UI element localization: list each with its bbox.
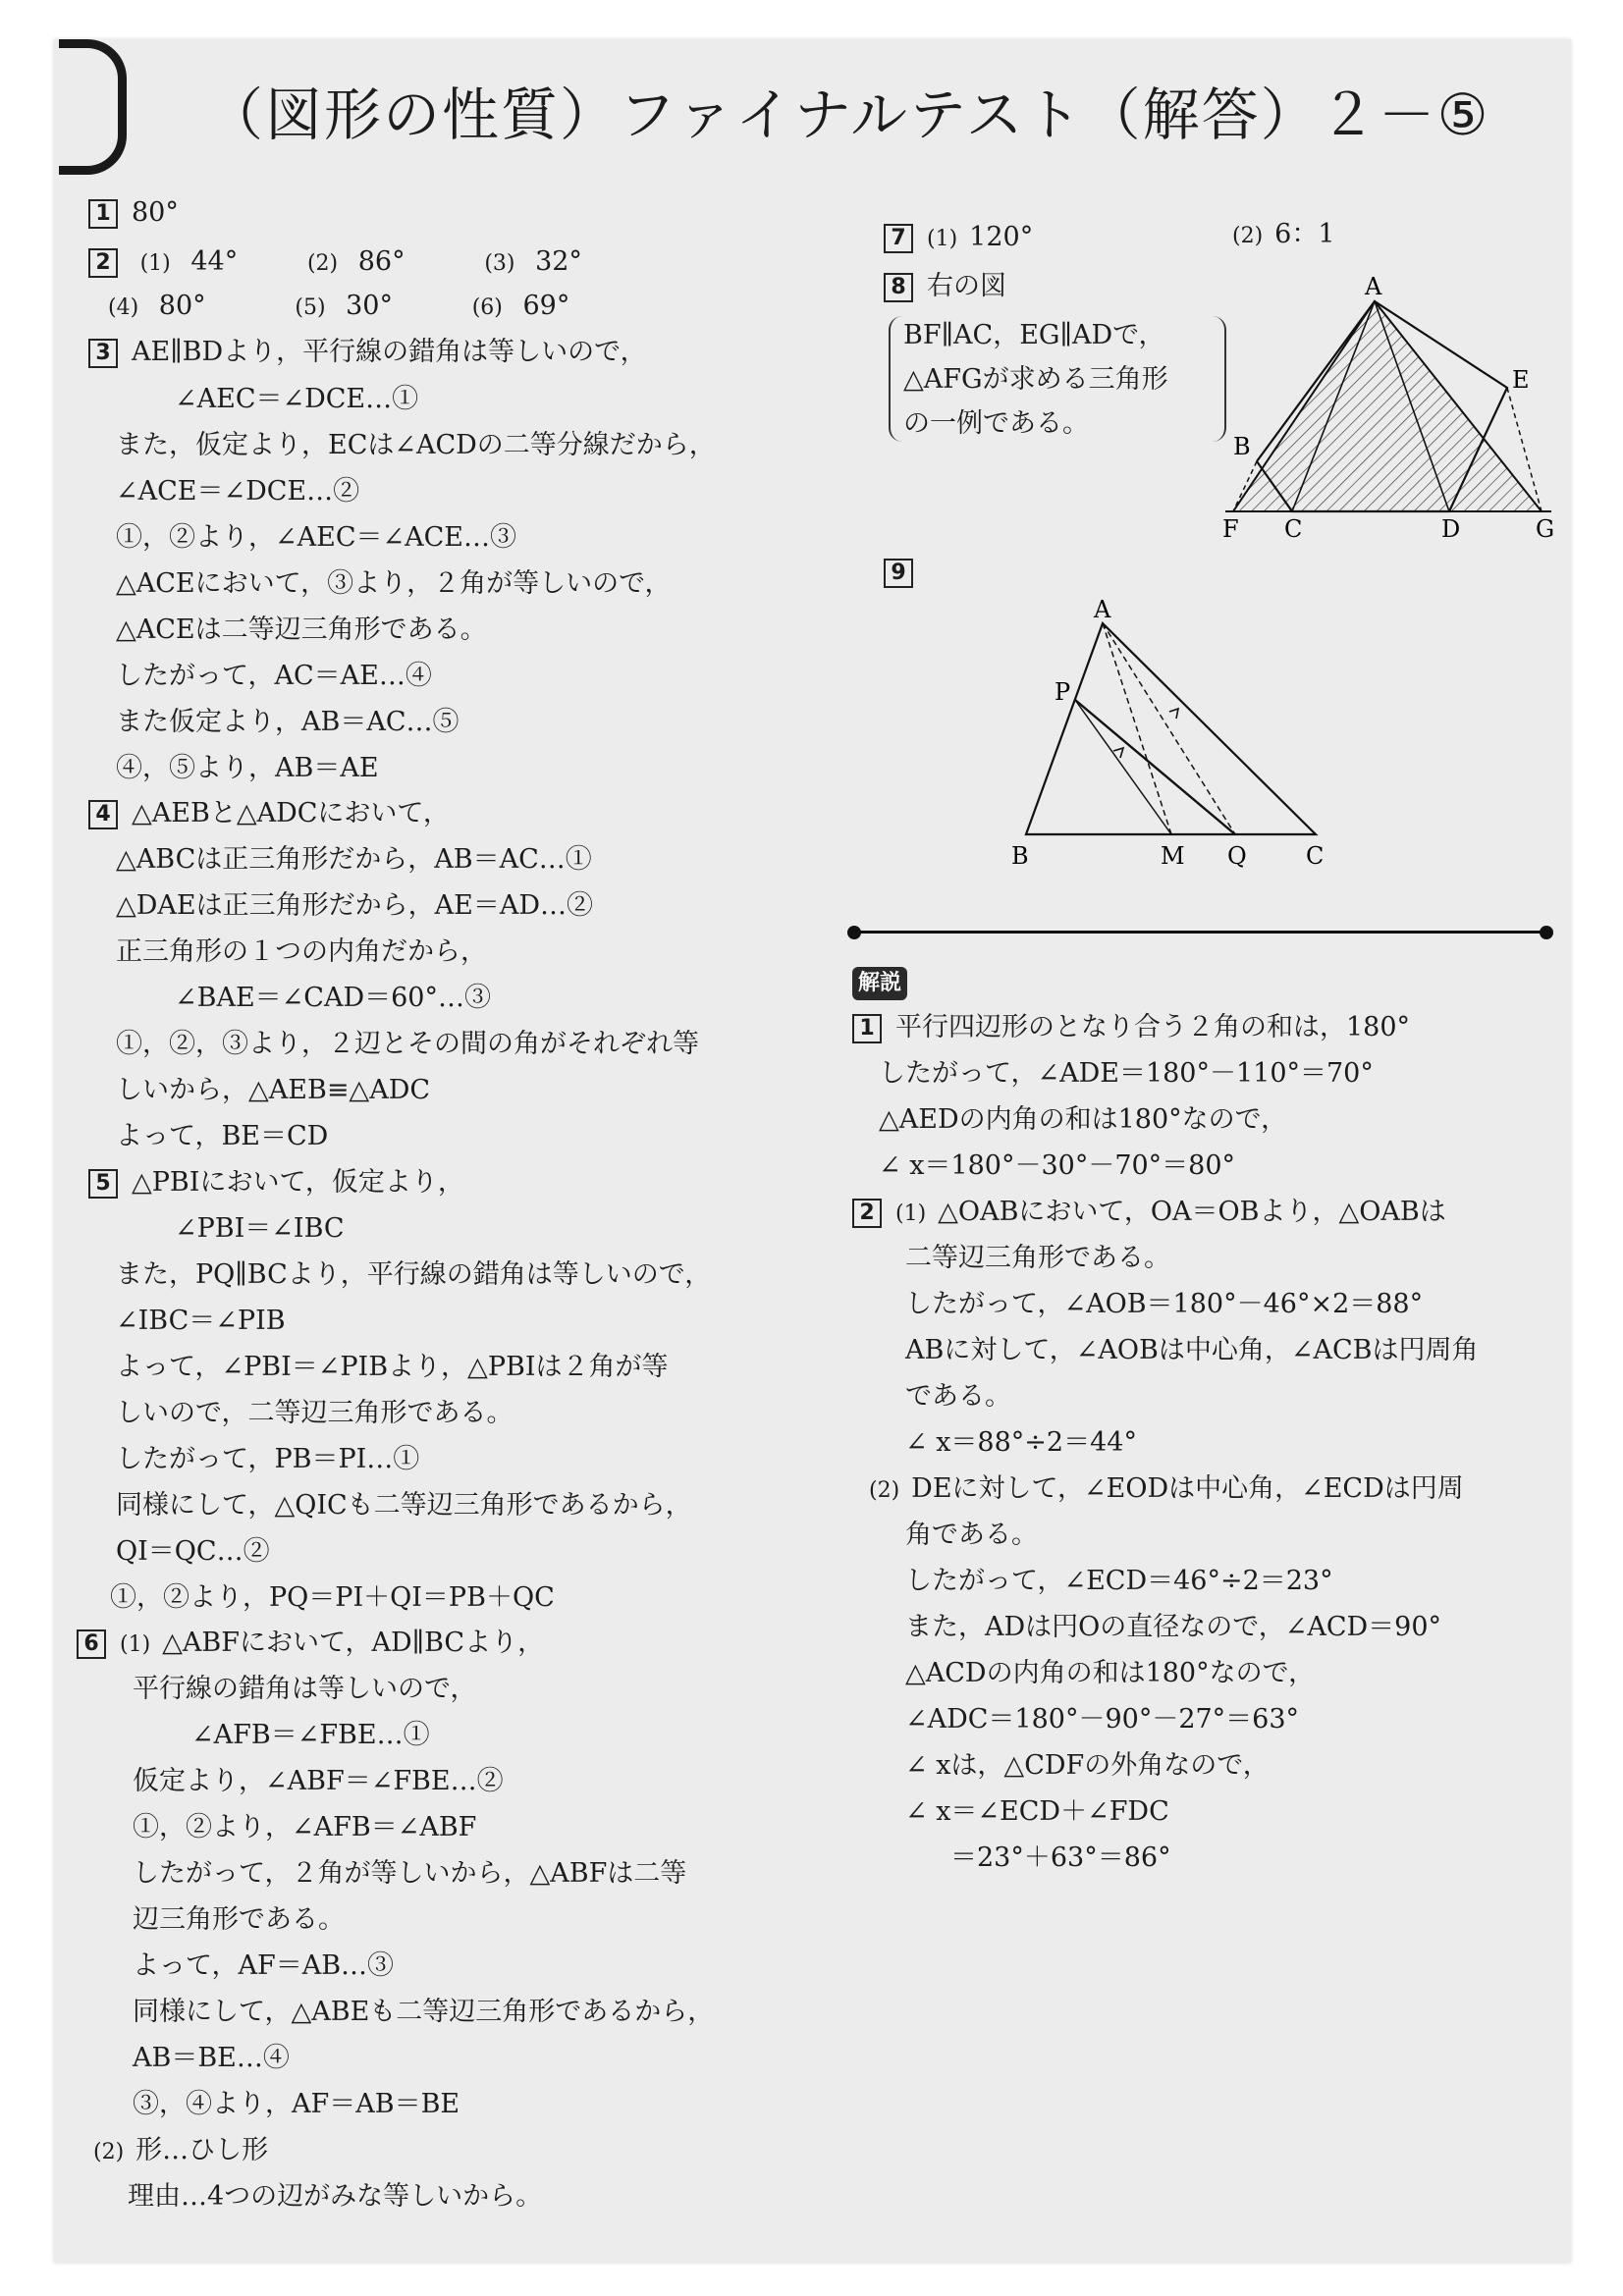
q8-label: D	[1441, 515, 1461, 543]
q2-sub-label: (6)	[471, 295, 503, 320]
q3-line: ∠AEC＝∠DCE…①	[175, 384, 419, 414]
q6-line: 平行線の錯角は等しいので，	[133, 1674, 477, 1704]
q6-line: 形…ひし形	[135, 2135, 269, 2165]
k1-line: したがって，∠ADE＝180°－110°＝70°	[879, 1058, 1374, 1089]
q9-row	[884, 556, 927, 589]
q8-head: 右の図	[927, 271, 1006, 301]
q1-number: 1	[88, 199, 118, 229]
q9-label: B	[1011, 842, 1029, 870]
q9-line-aq-dashed	[1103, 623, 1235, 834]
q2-answer: 32°	[535, 246, 582, 277]
q6-row	[77, 1627, 544, 1662]
q6-line: AB＝BE…④	[133, 2043, 290, 2073]
q4-line: よって，BE＝CD	[116, 1121, 329, 1151]
q2-answer: 30°	[346, 291, 393, 321]
k2-sub-label: (2)	[869, 1478, 900, 1503]
k1-row	[852, 1011, 1410, 1044]
q6-line: ①，②より，∠AFB＝∠ABF	[133, 1812, 477, 1842]
q7-row2	[1232, 218, 1335, 253]
q8-label: A	[1365, 273, 1382, 300]
q5-line: ∠PBI＝∠IBC	[175, 1213, 345, 1244]
q6-sub-label: (1)	[120, 1632, 151, 1657]
q7-number: 7	[884, 224, 913, 253]
q1-row	[88, 196, 179, 230]
q6-sub-label: (2)	[93, 2140, 125, 2164]
divider-dot-left	[847, 926, 861, 939]
q8-label: B	[1233, 433, 1251, 460]
q8-note-line: の一例である。	[903, 408, 1089, 439]
q7-sub-label: (2)	[1232, 224, 1264, 248]
q6-line: 辺三角形である。	[133, 1904, 345, 1935]
q2-sub-label: (5)	[295, 295, 326, 320]
q7-answer: 6：1	[1274, 219, 1335, 249]
q4-line: しいから，△AEB≡△ADC	[116, 1075, 431, 1105]
q2-sub-label: (4)	[108, 295, 139, 320]
k1-line: ∠ x＝180°－30°－70°＝80°	[879, 1150, 1236, 1181]
q4-line: △DAEは正三角形だから，AE＝AD…②	[116, 890, 593, 921]
q3-line: AE∥BDより，平行線の錯角は等しいので，	[132, 337, 647, 367]
kaisetsu-label: 解説	[852, 967, 907, 1000]
q8-label: F	[1222, 515, 1239, 543]
q3-line: △ACEは二等辺三角形である。	[116, 614, 487, 645]
q9-label: C	[1306, 842, 1325, 870]
k2-sub-label: (1)	[895, 1201, 927, 1226]
q5-line: よって，∠PBI＝∠PIBより，△PBIは２角が等	[116, 1352, 669, 1382]
q4-line: △ABCは正三角形だから，AB＝AC…①	[116, 844, 592, 875]
q6-number: 6	[77, 1629, 106, 1659]
k1-line: △AEDの内角の和は180°なので，	[879, 1104, 1288, 1135]
q2-row1	[88, 245, 582, 281]
k2-line: したがって，∠ECD＝46°÷2＝23°	[905, 1566, 1333, 1596]
k2-line: △ACDの内角の和は180°なので，	[905, 1658, 1316, 1688]
q2-answer: 69°	[522, 291, 570, 321]
q5-row	[88, 1166, 464, 1200]
q3-line: ④，⑤より，AB＝AE	[116, 753, 379, 783]
q3-line: ∠ACE＝∠DCE…②	[116, 476, 360, 507]
q9-label: Q	[1227, 842, 1247, 870]
q2-answer: 86°	[357, 246, 406, 277]
q3-row	[88, 336, 647, 369]
divider-dot-right	[1540, 926, 1553, 939]
q3-line: また，仮定より，ECは∠ACDの二等分線だから，	[116, 430, 716, 460]
q2-sub-label: (3)	[484, 251, 515, 276]
q8-row	[884, 270, 1006, 303]
q4-number: 4	[88, 800, 118, 829]
k2-line: 二等辺三角形である。	[905, 1243, 1170, 1273]
binder-ring	[59, 39, 127, 175]
q6-line: ∠AFB＝∠FBE…①	[191, 1720, 430, 1750]
q2-sub-label: (2)	[306, 251, 339, 276]
k2-line: ABに対して，∠AOBは中心角，∠ACBは円周角	[905, 1335, 1479, 1365]
q9-parallel-arrow	[1169, 709, 1178, 719]
k2-sub2-row	[869, 1472, 1464, 1508]
q5-line: ①，②より，PQ＝PI＋QI＝PB＋QC	[110, 1582, 555, 1613]
q3-line: したがって，AC＝AE…④	[116, 661, 432, 691]
q5-line: ∠IBC＝∠PIB	[116, 1306, 286, 1336]
q6-line: したがって，２角が等しいから，△ABFは二等	[133, 1858, 687, 1889]
q8-note-line: △AFGが求める三角形	[903, 364, 1168, 395]
k2-line: 角である。	[905, 1520, 1038, 1550]
q2-sub-label: (1)	[139, 251, 171, 276]
q1-answer: 80°	[132, 197, 179, 228]
q8-number: 8	[884, 273, 913, 302]
k1-line: 平行四辺形のとなり合う２角の和は，180°	[895, 1012, 1411, 1042]
q7-row	[884, 221, 1033, 256]
q5-line: △PBIにおいて，仮定より，	[132, 1167, 464, 1198]
q2-answer: 80°	[158, 291, 206, 321]
q5-line: また，PQ∥BCより，平行線の錯角は等しいので，	[116, 1259, 712, 1290]
q4-line: △AEBと△ADCにおいて，	[132, 798, 450, 828]
q4-line: 正三角形の１つの内角だから，	[116, 936, 487, 967]
k2-line: したがって，∠AOB＝180°－46°×2＝88°	[905, 1289, 1424, 1319]
q4-line: ∠BAE＝∠CAD＝60°…③	[175, 983, 491, 1013]
q6-line: ③，④より，AF＝AB＝BE	[133, 2089, 460, 2119]
k2-line: DEに対して，∠EODは中心角，∠ECDは円周	[911, 1473, 1464, 1504]
k2-line: である。	[905, 1381, 1011, 1412]
k2-line: ＝23°＋63°＝86°	[950, 1842, 1171, 1873]
k2-line: △OABにおいて，OA＝OBより，△OABは	[938, 1197, 1446, 1227]
k2-row	[852, 1196, 1446, 1231]
q3-line: △ACEにおいて，③より，２角が等しいので，	[116, 568, 672, 599]
q8-label: E	[1512, 366, 1530, 394]
k2-number: 2	[852, 1199, 882, 1228]
q4-line: ①，②，③より，２辺とその間の角がそれぞれ等	[116, 1029, 699, 1059]
q3-number: 3	[88, 339, 118, 368]
q2-number: 2	[88, 248, 118, 278]
k2-line: また，ADは円Oの直径なので，∠ACD＝90°	[905, 1612, 1442, 1642]
kaisetsu-header	[852, 965, 907, 1000]
q6-line: 仮定より，∠ABF＝∠FBE…②	[133, 1766, 504, 1796]
q6-sub2-row	[93, 2134, 268, 2169]
q2-row2	[108, 290, 569, 325]
q3-line: また仮定より，AB＝AC…⑤	[116, 707, 460, 737]
q3-line: ①，②より，∠AEC＝∠ACE…③	[116, 522, 516, 553]
q6-line: 同様にして，△ABEも二等辺三角形であるから，	[133, 1997, 715, 2027]
q8-figure	[1217, 270, 1571, 545]
q6-line: よって，AF＝AB…③	[133, 1950, 395, 1981]
q7-sub-label: (1)	[927, 227, 958, 251]
q7-answer: 120°	[969, 222, 1034, 252]
q9-label: M	[1161, 842, 1185, 870]
q6-line: 理由…4つの辺がみな等しいから。	[128, 2181, 543, 2212]
q5-line: 同様にして，△QICも二等辺三角形であるから，	[116, 1490, 692, 1521]
q6-line: △ABFにおいて，AD∥BCより，	[162, 1628, 545, 1658]
q9-triangle-abc	[1026, 623, 1316, 834]
k2-line: ∠ADC＝180°－90°－27°＝63°	[905, 1704, 1300, 1735]
q9-label: A	[1094, 596, 1111, 623]
q9-number: 9	[884, 559, 913, 588]
k2-line: ∠ x＝88°÷2＝44°	[905, 1427, 1137, 1458]
q5-line: QI＝QC…②	[116, 1536, 270, 1567]
k1-number: 1	[852, 1014, 882, 1043]
page-title: （図形の性質）ファイナルテスト（解答）２－⑤	[206, 81, 1490, 148]
q8-label: G	[1536, 515, 1555, 543]
q9-figure	[992, 594, 1365, 879]
q5-number: 5	[88, 1169, 118, 1199]
q5-line: しいので，二等辺三角形である。	[116, 1398, 514, 1428]
q8-note-line: BF∥AC，EG∥ADで，	[903, 320, 1165, 350]
q2-answer: 44°	[190, 246, 239, 277]
q4-row	[88, 797, 450, 830]
k2-line: ∠ x＝∠ECD＋∠FDC	[905, 1796, 1169, 1827]
section-divider	[854, 931, 1546, 934]
q9-label: P	[1055, 678, 1071, 706]
k2-line: ∠ xは，△CDFの外角なので，	[905, 1750, 1270, 1781]
q5-line: したがって，PB＝PI…①	[116, 1444, 420, 1474]
q8-label: C	[1284, 515, 1303, 543]
q9-line-am-dashed	[1103, 623, 1171, 834]
q9-line-pq	[1075, 700, 1235, 834]
q8-triangle-afg	[1233, 301, 1542, 511]
